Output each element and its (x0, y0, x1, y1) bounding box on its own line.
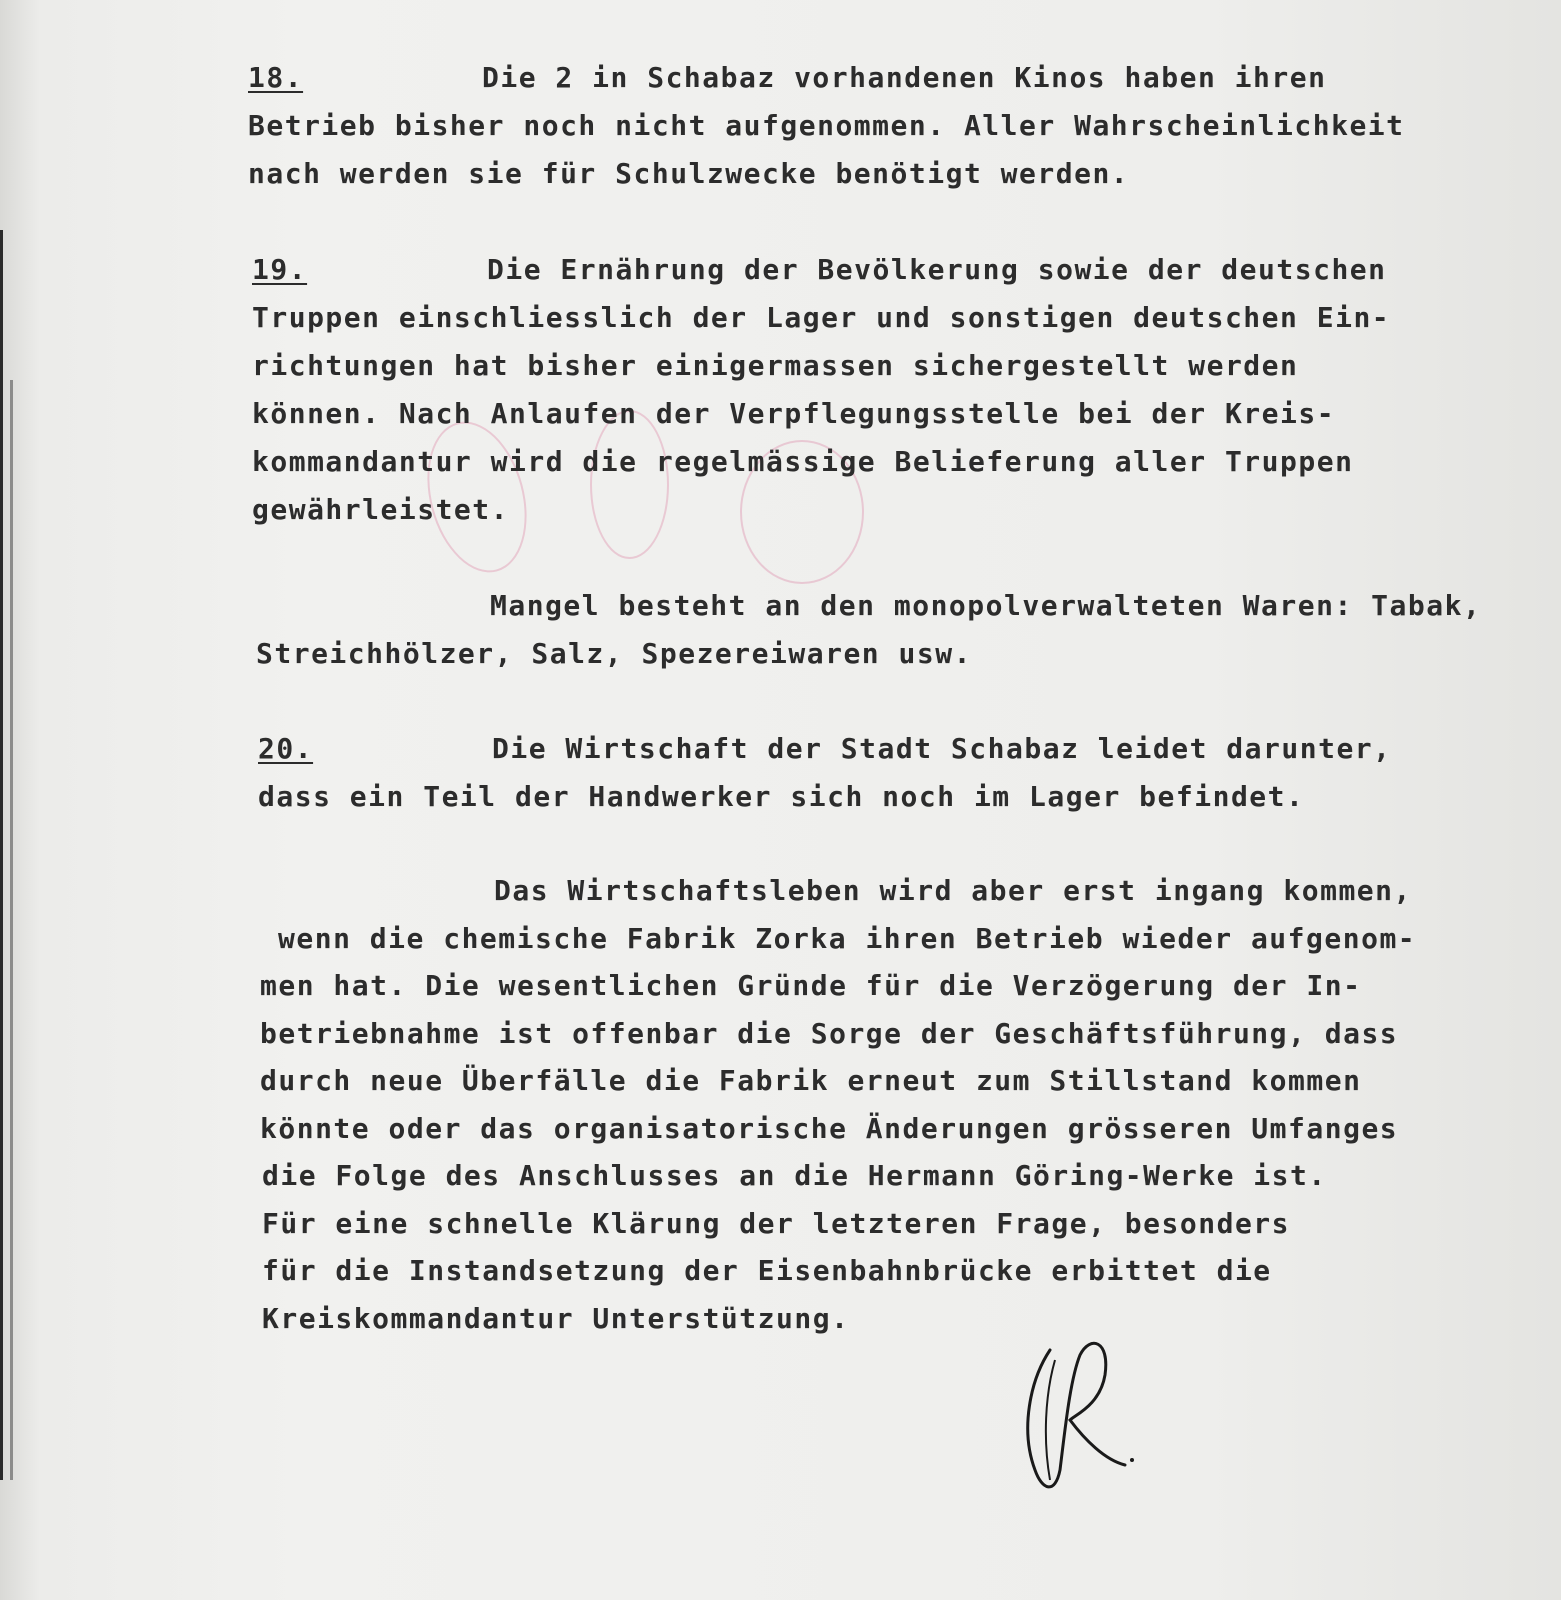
text-line: Die 2 in Schabaz vorhandenen Kinos haben ihren (482, 61, 1327, 94)
text-line: Das Wirtschaftsleben wird aber erst ingang kommen, (494, 874, 1412, 907)
text-line: Mangel besteht an den monopolverwalteten Waren: Tabak, (490, 589, 1482, 622)
text-line: Die Ernährung der Bevölkerung sowie der deutschen (487, 253, 1387, 286)
text-line: Betrieb bisher noch nicht aufgenommen. Aller Wahrscheinlichkeit (248, 109, 1405, 142)
handwritten-signature (1010, 1320, 1170, 1520)
text-line: können. Nach Anlaufen der Verpflegungsstelle bei der Kreis- (252, 397, 1336, 430)
text-line: Streichhölzer, Salz, Spezereiwaren usw. (256, 637, 972, 670)
text-line: men hat. Die wesentlichen Gründe für die Verzögerung der In- (260, 969, 1362, 1002)
text-line: könnte oder das organisatorische Änderungen grösseren Umfanges (260, 1112, 1399, 1145)
text-line: die Folge des Anschlusses an die Hermann Göring-Werke ist. (262, 1159, 1327, 1192)
section-number: 20. (258, 732, 314, 765)
text-line: Die Wirtschaft der Stadt Schabaz leidet darunter, (492, 732, 1392, 765)
page-edge (0, 230, 3, 1480)
section-19-heading (252, 253, 308, 286)
section-number: 18. (248, 61, 304, 94)
text-line: Kreiskommandantur Unterstützung. (262, 1302, 850, 1335)
section-20-heading (258, 732, 314, 765)
section-number: 19. (252, 253, 308, 286)
text-line: gewährleistet. (252, 493, 510, 526)
text-line: kommandantur wird die regelmässige Belieferung aller Truppen (252, 445, 1354, 478)
text-line: durch neue Überfälle die Fabrik erneut zum Stillstand kommen (260, 1064, 1362, 1097)
faded-stamp (590, 410, 669, 559)
text-line: Für eine schnelle Klärung der letzteren Frage, besonders (262, 1207, 1291, 1240)
page-edge-shadow (10, 380, 13, 1480)
text-line: nach werden sie für Schulzwecke benötigt werden. (248, 157, 1130, 190)
text-line: dass ein Teil der Handwerker sich noch im Lager befindet. (258, 780, 1305, 813)
text-line: betriebnahme ist offenbar die Sorge der Geschäftsführung, dass (260, 1017, 1399, 1050)
text-line: richtungen hat bisher einigermassen sichergestellt werden (252, 349, 1299, 382)
section-18-heading (248, 61, 304, 94)
text-line: für die Instandsetzung der Eisenbahnbrücke erbittet die (262, 1254, 1272, 1287)
text-line: Truppen einschliesslich der Lager und sonstigen deutschen Ein- (252, 301, 1391, 334)
text-line: wenn die chemische Fabrik Zorka ihren Betrieb wieder aufgenom- (278, 922, 1417, 955)
